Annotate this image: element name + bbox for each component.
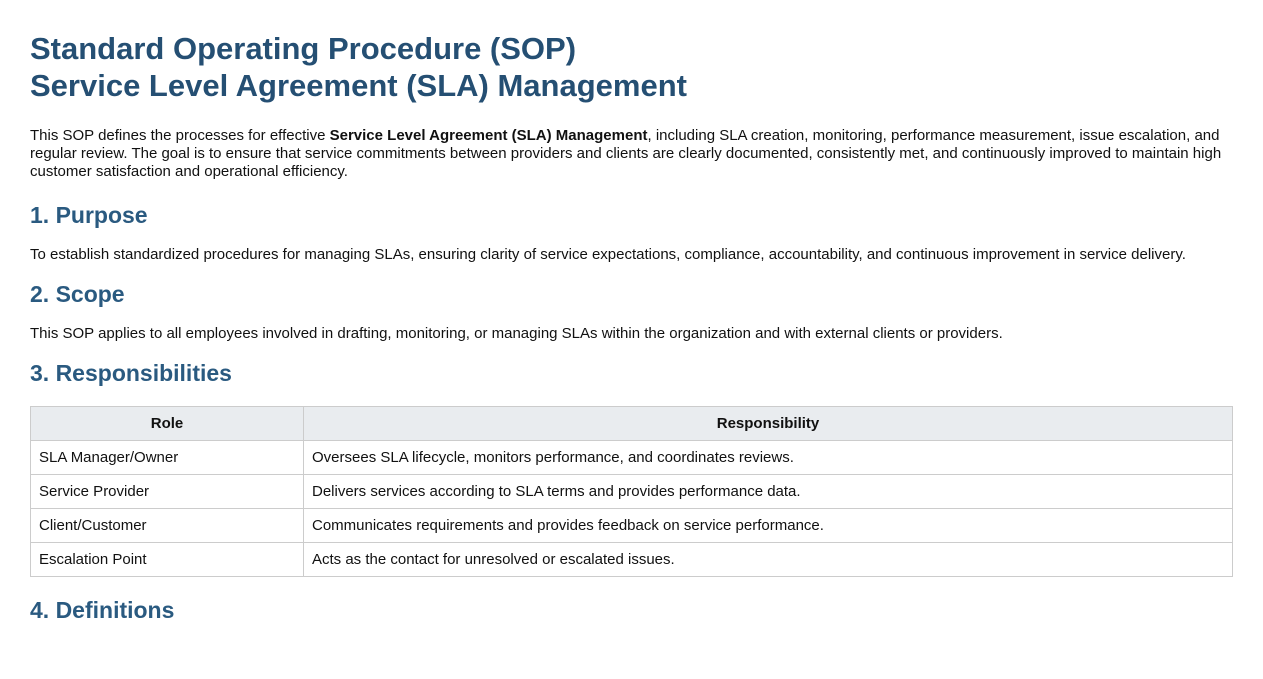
- column-header-responsibility: Responsibility: [304, 407, 1233, 441]
- role-cell: Service Provider: [31, 475, 304, 509]
- responsibility-cell: Delivers services according to SLA terms and provides performance data.: [304, 475, 1233, 509]
- intro-text-before: This SOP defines the processes for effective: [30, 127, 330, 144]
- table-row: [31, 509, 1233, 543]
- responsibility-cell: Oversees SLA lifecycle, monitors performance, and coordinates reviews.: [304, 441, 1233, 475]
- role-cell: SLA Manager/Owner: [31, 441, 304, 475]
- section-purpose-text: To establish standardized procedures for managing SLAs, ensuring clarity of service expectations, compliance, accountability, and continuous improvement in service delivery.: [30, 246, 1186, 263]
- responsibilities-table: [30, 406, 1233, 577]
- role-cell: Client/Customer: [31, 509, 304, 543]
- intro-text-bold: Service Level Agreement (SLA) Management: [329, 127, 648, 144]
- section-definitions-heading: 4. Definitions: [30, 597, 175, 623]
- table-row: [31, 441, 1233, 475]
- table-row: [31, 475, 1233, 509]
- column-header-role: Role: [31, 407, 304, 441]
- section-scope-heading: 2. Scope: [30, 281, 125, 307]
- table-row: [31, 543, 1233, 577]
- table-header-row: [31, 407, 1233, 441]
- responsibility-cell: Acts as the contact for unresolved or escalated issues.: [304, 543, 1233, 577]
- section-scope-text: This SOP applies to all employees involved in drafting, monitoring, or managing SLAs within the organization and with external clients or providers.: [30, 325, 1003, 342]
- role-cell: Escalation Point: [31, 543, 304, 577]
- page-title-line1: Standard Operating Procedure (SOP): [30, 31, 577, 66]
- page-title-line2: Service Level Agreement (SLA) Management: [30, 68, 687, 103]
- section-purpose-heading: 1. Purpose: [30, 202, 148, 228]
- section-responsibilities-heading: 3. Responsibilities: [30, 360, 232, 386]
- responsibility-cell: Communicates requirements and provides feedback on service performance.: [304, 509, 1233, 543]
- page-title: [30, 30, 1233, 104]
- intro-paragraph: [30, 127, 1233, 181]
- intro-text-after: , including SLA creation, monitoring, performance measurement, issue escalation, and regular review. The goal is to ensure that service commitments between providers and clients are clearly documented, consistently met, and continuously improved to maintain high customer satisfaction and operational efficiency.: [30, 127, 1222, 180]
